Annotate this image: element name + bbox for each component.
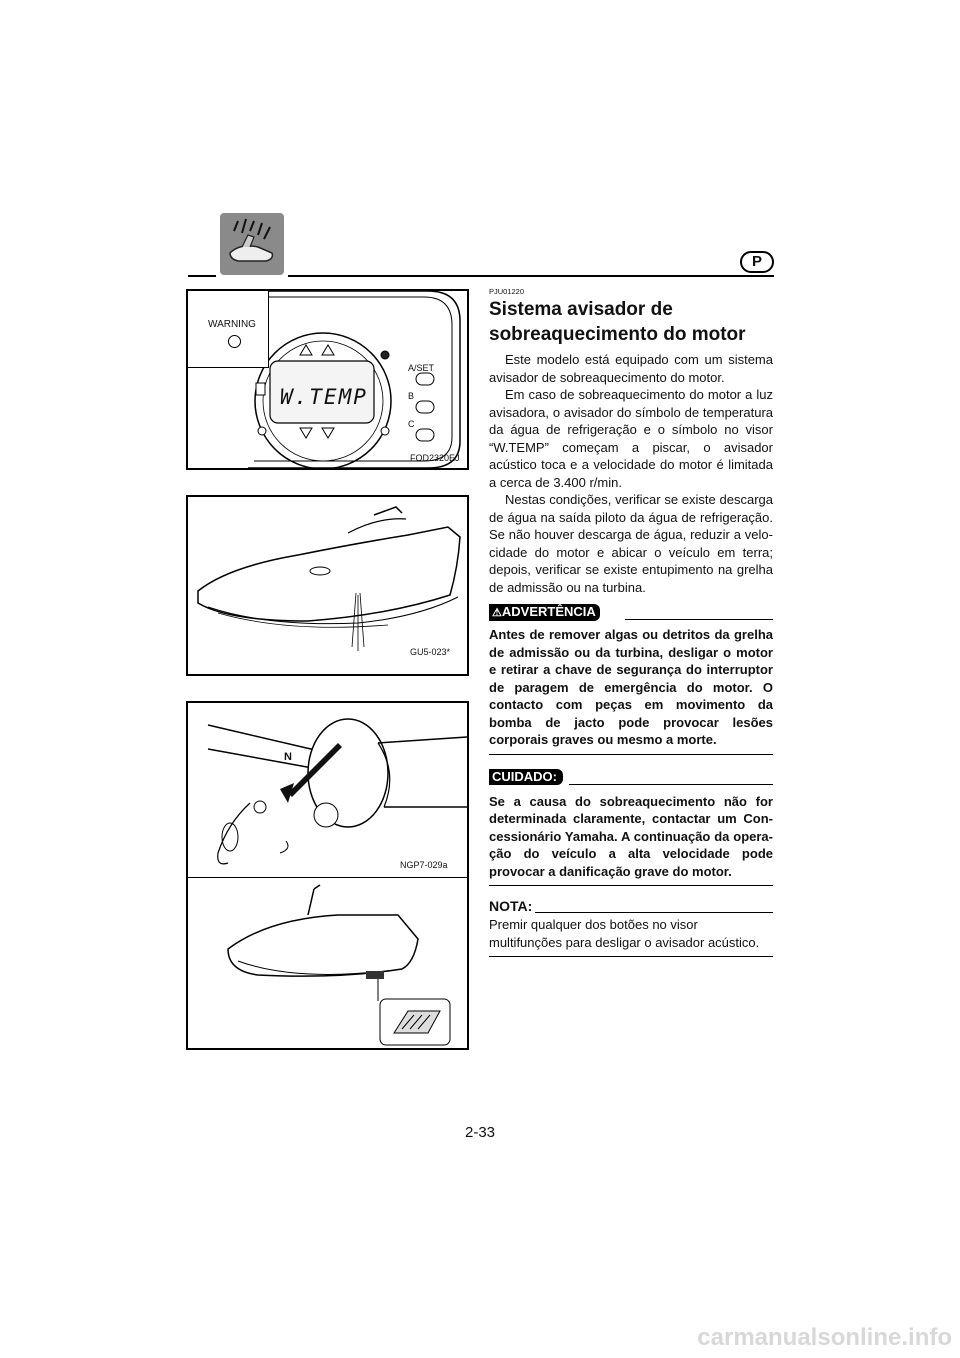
note-header-rule xyxy=(535,912,773,913)
caution-text: Se a causa do sobreaquecimento não for determinada claramente, contactar um Con-cessionário Yamaha. A continuação da opera-ção do veículo a alta velocidade pode provocar a danificação grave do motor. xyxy=(489,793,773,879)
caution-header xyxy=(489,767,773,787)
intake-grate-illustration xyxy=(188,879,467,1051)
figure-water-discharge xyxy=(186,495,469,676)
section-title xyxy=(489,297,773,347)
page-number: 2-33 xyxy=(464,1124,496,1141)
section-title-line1: Sistema avisador de xyxy=(489,299,673,320)
text-column xyxy=(489,287,773,957)
figure-multifunction-display xyxy=(186,289,469,470)
warning-badge xyxy=(489,604,600,621)
section-title-line2: sobreaquecimento do motor xyxy=(489,324,746,345)
paragraph-1: Este modelo está equipado com um sistema avisador de sobreaquecimento do motor. xyxy=(489,352,773,385)
button-a-label: A/SET xyxy=(408,363,435,373)
handlebar-illustration xyxy=(188,703,467,875)
warning-triangle-icon: ⚠ xyxy=(492,607,502,619)
figure-code: GU5-023* xyxy=(410,647,451,657)
display-readout: W.TEMP xyxy=(280,385,368,409)
warning-header xyxy=(489,602,773,622)
button-b-label: B xyxy=(408,391,415,401)
warning-light-box xyxy=(188,291,269,368)
paragraph-3: Nestas condições, verificar se existe descarga de água na saída piloto da água de refrigeração. Se não houver descarga de água, reduzir a velo-cidade do motor e abicar o veículo em terra; depois, verificar se existe entupimento na grelha de admissão ou na turbina. xyxy=(489,492,773,595)
figure-stop-switch-and-grate xyxy=(186,701,469,1050)
note-header xyxy=(489,896,773,914)
figure-code: FOD2320EJ xyxy=(410,453,460,463)
note-end-rule xyxy=(489,956,773,957)
header-icon-box xyxy=(220,213,284,275)
button-c-label: C xyxy=(408,419,415,429)
watermark: carmanualsonline.info xyxy=(697,1324,952,1351)
figure-code: NGP7-029a xyxy=(400,860,448,870)
warning-label: ADVERTÊNCIA xyxy=(501,604,596,619)
warning-end-rule xyxy=(489,754,773,755)
caution-badge: CUIDADO: xyxy=(489,769,563,785)
neutral-marker: N xyxy=(284,751,292,763)
jetski-icon xyxy=(220,213,284,275)
caution-header-rule xyxy=(569,784,773,785)
caution-end-rule xyxy=(489,885,773,886)
caution-block xyxy=(489,767,773,887)
note-text: Premir qualquer dos botões no visor multifunções para desligar o avisador acústico. xyxy=(489,917,760,950)
language-badge: P xyxy=(740,251,774,273)
section-ref-code: PJU01220 xyxy=(489,287,525,296)
warning-block xyxy=(489,602,773,755)
warning-text: Antes de remover algas ou detritos da grelha de admissão ou da turbina, desligar o motor e retirar a chave de segurança do interruptor de paragem de emergência do motor. O contacto com peças em movimento da bomba de jacto pode provocar lesões corporais graves ou mesmo a morte. xyxy=(489,627,773,747)
warning-header-rule xyxy=(625,619,773,620)
warning-label: WARNING xyxy=(208,319,256,330)
header-rule-left xyxy=(188,275,216,277)
warning-lamp-icon xyxy=(228,335,241,348)
note-label: NOTA: xyxy=(489,898,533,914)
paragraph-2: Em caso de sobreaquecimento do motor a luz avisadora, o avisador do símbolo de temperatura da água de refrigeração e o símbolo no visor “W.TEMP” começam a piscar, o avisador acústico toca e a velocidade do motor é limitada a cerca de 3.400 r/min. xyxy=(489,387,773,490)
note-block xyxy=(489,896,773,957)
header-rule-right xyxy=(288,275,774,277)
figure-divider xyxy=(188,877,467,878)
